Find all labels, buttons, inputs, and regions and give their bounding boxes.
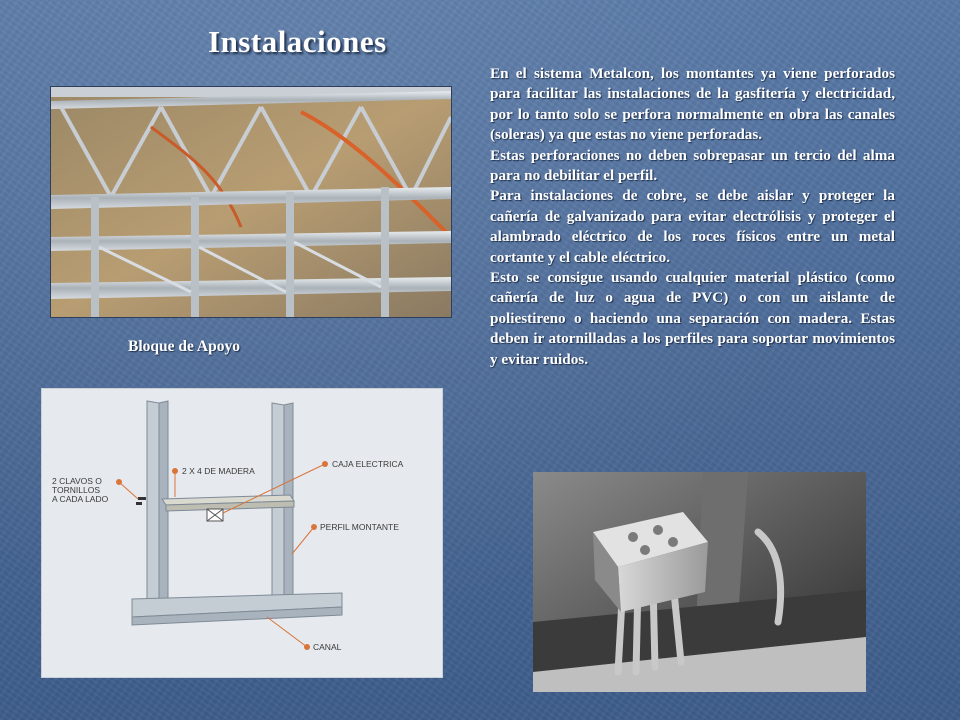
nail-marker <box>136 502 142 505</box>
leader-clavos <box>119 482 138 499</box>
nail-marker <box>138 497 146 500</box>
label-madera: 2 X 4 DE MADERA <box>182 466 255 476</box>
paragraph-4: Esto se consigue usando cualquier material plástico (como cañería de luz o agua de PVC) o con un aislante de poliestireno o haciendo una separación con madera. Estas deben ir atornilladas a los perfiles para soportar movimientos y evitar ruidos. <box>490 269 895 368</box>
electrical-box-photo <box>533 472 866 692</box>
leader-dot <box>322 461 328 467</box>
right-stud <box>272 403 284 617</box>
electrical-box-photo-drawing <box>533 472 866 692</box>
label-canal: CANAL <box>313 642 342 652</box>
slide-title: Instalaciones <box>208 24 387 59</box>
leader-dot <box>172 468 178 474</box>
photo-caption: Bloque de Apoyo <box>128 338 240 355</box>
framing-photo-drawing <box>51 87 451 317</box>
leader-dot <box>304 644 310 650</box>
leader-dot <box>116 479 122 485</box>
stud-diagram <box>41 388 443 678</box>
leader-canal <box>267 617 307 647</box>
leader-dot <box>311 524 317 530</box>
paragraph-3: Para instalaciones de cobre, se debe aislar y proteger la cañería de galvanizado para evitar electrólisis y proteger el alambrado eléctrico de los roces físicos entre un metal cortante y el cable eléctrico. <box>490 187 895 266</box>
label-perfil: PERFIL MONTANTE <box>320 522 399 532</box>
framing-photo <box>50 86 452 318</box>
label-caja: CAJA ELECTRICA <box>332 459 404 469</box>
label-clavos-line1: 2 CLAVOS O <box>52 476 102 486</box>
electrical-box <box>207 509 223 521</box>
stud-diagram-drawing <box>42 389 442 677</box>
label-clavos-line3: A CADA LADO <box>52 494 109 504</box>
label-clavos-line2: TORNILLOS <box>52 485 101 495</box>
label-clavos <box>52 477 108 504</box>
body-text <box>490 64 895 370</box>
left-stud <box>147 401 159 621</box>
paragraph-1: En el sistema Metalcon, los montantes ya viene perforados para facilitar las instalaciones de la gasfitería y electricidad, por lo tanto solo se perfora normalmente en obra las canales (soleras) ya que estas no viene perforadas. <box>490 65 895 144</box>
paragraph-2: Estas perforaciones no deben sobrepasar un tercio del alma para no debilitar el perfil. <box>490 146 895 185</box>
leader-perfil <box>292 527 314 554</box>
right-stud-side <box>284 403 293 617</box>
